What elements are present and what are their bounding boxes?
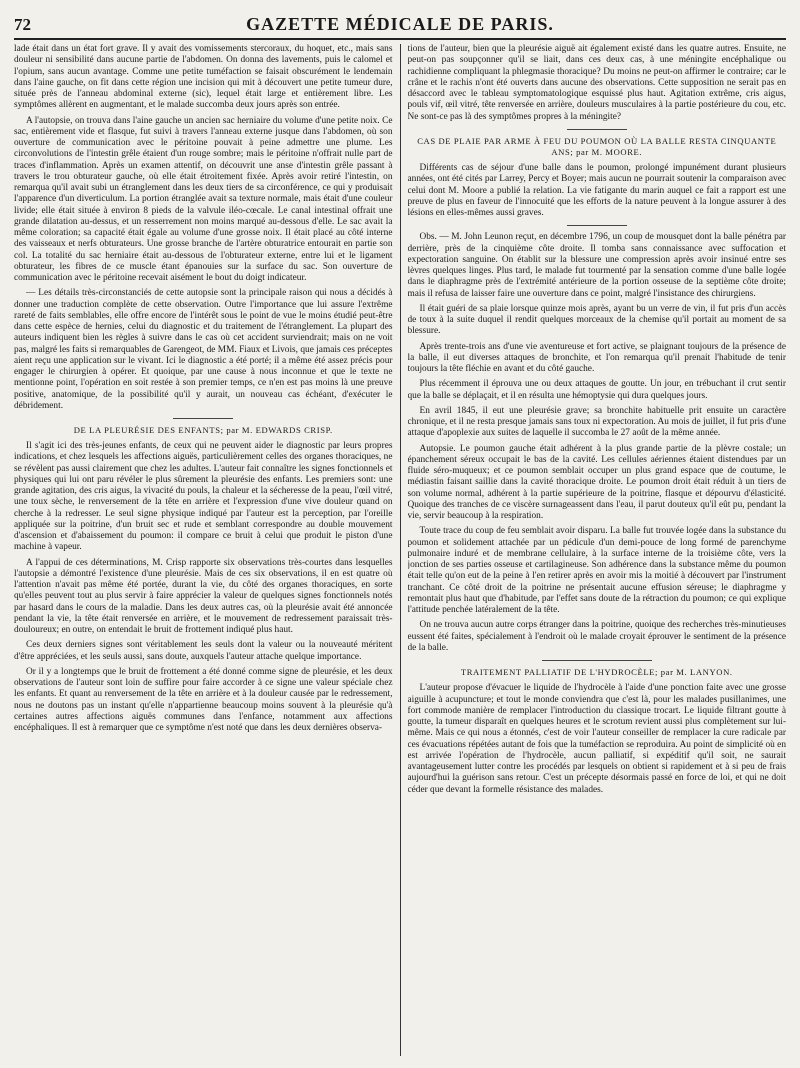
section-divider xyxy=(567,129,627,130)
paragraph: Il était guéri de sa plaie lorsque quinze mois après, ayant bu un verre de vin, il fut pris d'un accès de toux à la suite duquel il rendit quelques morceaux de la chemise qu'il portait au moment de sa blessure. xyxy=(407,303,786,337)
section-divider xyxy=(567,225,627,226)
paragraph: Ces deux derniers signes sont véritablement les seuls dont la valeur ou la nouveauté méritent d'être appréciées, et les seuls aussi, sans doute, auxquels l'auteur attache quelque importance. xyxy=(14,640,393,662)
running-head xyxy=(14,14,786,40)
left-column xyxy=(14,44,393,1056)
paragraph: Plus récemment il éprouva une ou deux attaques de goutte. Un jour, en trébuchant il crut sentir que la balle se déplaçait, et il en résulta une hémoptysie qui dura quelques jours. xyxy=(407,379,786,401)
paragraph: Toute trace du coup de feu semblait avoir disparu. La balle fut trouvée logée dans la substance du poumon et solidement attachée par un pédicule d'un demi-pouce de long formé de parenchyme pulmonaire induré et de membrane cellulaire, à la surface interne de la troisième côte, vers la jonction de ses parties osseuse et cartilagineuse. Son adhérence dans la substance même du poumon était telle qu'on eut de la peine à l'en retirer après en avoir mis la moitié à découvert par l'instrument tranchant. Ce côté droit de la poitrine ne présentait aucune effusion séreuse; le diaphragme y remontait plus haut que d'habitude, par l'effet sans doute de la rétraction du poumon; ce qui explique l'attitude penchée latéralement de la tête. xyxy=(407,526,786,616)
paragraph: On ne trouva aucun autre corps étranger dans la poitrine, quoique des recherches très-minutieuses eussent été faites, spécialement à l'endroit où le malade croyait éprouver le sentiment de la présence de la balle. xyxy=(407,620,786,653)
paragraph: Autopsie. Le poumon gauche était adhérent à la plus grande partie de la plèvre costale; un épanchement séreux occupait le bas de la cavité. Les cellules aériennes étaient distendues par un fluide séro-muqueux; et ce poumon semblait occuper un plus grand espace que de coutume, le médiastin faisant saillie dans la cavité thoracique droite. Le poumon droit était réduit à un tiers de son volume normal, adhérent à la partie supérieure de la poitrine, flasque et dépourvu d'élasticité. Quoique des tranches de ce viscère surnageassent dans l'eau, il parut douteux qu'il eût pu, pendant la vie, servir beaucoup à la respiration. xyxy=(407,443,786,522)
text-columns xyxy=(14,44,786,1056)
paragraph: Il s'agit ici des très-jeunes enfants, de ceux qui ne peuvent aider le diagnostic par leurs propres indications, et chez lesquels les affections aiguës, particulièrement celles des organes thoraciques, ne se révèlent pas aussi clairement que chez les adultes. L'auteur fait connaître les signes fonctionnels et physiques qui lui ont paru révéler le plus sûrement la pleurésie des enfants. Les premiers sont: une grande agitation, des cris aigus, la vivacité du pouls, la chaleur et la sécheresse de la peau, l'œil vitré, une toux sèche, le renversement de la tête en arrière et l'expression d'une vive douleur quand on cherche à la redresser. Le seul signe physique indiqué par l'auteur est la perception, par l'oreille appliquée sur la poitrine, d'un bruit sec et rude et semblant correspondre au double mouvement d'ascension et d'abaissement du poumon: il compare ce bruit à celui que produit le piston d'une machine à vapeur. xyxy=(14,441,393,553)
paragraph: Après trente-trois ans d'une vie aventureuse et fort active, se plaignant toujours de la présence de la balle, il eut diverses attaques de bronchite, et l'on remarqua qu'il prenait l'habitude de tenir toujours la tête fléchie en avant et du côté gauche. xyxy=(407,341,786,375)
paragraph: Or il y a longtemps que le bruit de frottement a été donné comme signe de pleurésie, et les deux observations de l'auteur sont loin de suffire pour faire accorder à ce signe une valeur spéciale chez les enfants. Et quant au renversement de la tête en arrière et à la douleur causée par le redressement, nous ne doutons pas un instant qu'elle n'appartienne beaucoup moins souvent à la pleurésie qu'à certaines autres affections aiguës communes dans l'enfance, notamment aux affections encéphaliques. Il est à remarquer que ce symptôme n'est noté que dans les deux dernières observa- xyxy=(14,666,393,734)
paragraph: A l'autopsie, on trouva dans l'aine gauche un ancien sac herniaire du volume d'une petite noix. Ce sac, entièrement vide et flasque, fut suivi à travers l'anneau externe jusque dans l'abdomen, où son ouverture de communication avec le péritoine pouvait à peine admettre une plume. Les circonvolutions de l'intestin grêle étaient d'un rouge sombre; mais le péritoine n'offrait nulle part de traces d'inflammation. Après un examen attentif, on découvrit une anse d'intestin grêle passant à travers le trou obturateur gauche, où elle était étroitement fixée. Après avoir retiré l'intestin, on remarqua qu'il avait subi un étranglement dans les deux tiers de sa circonférence, ce qui y produisait l'apparence d'un diverticulum. La portion étranglée avait sa texture normale, mais était d'une couleur livide; elle était située à environ 8 pieds de la valvule iléo-cœcale. Le canal intestinal offrait une grande dilatation au-dessus, et un resserrement non moins marqué au-dessous d'elle. Le sac avait la même coloration; sa capacité était égale au volume d'une grosse noix. Il était placé au côté interne des vaisseaux et nerfs obturateurs. Une grosse branche de l'artère obturatrice entourait en partie son col. La totalité du sac herniaire était au-dessous de l'obturateur externe, entre lui et le ligament obturateur, les fibres de ce muscle étant épanouies sur la surface du sac. Son ouverture de communication avec le péritoine recevait aisément le bout du doigt indicateur. xyxy=(14,115,393,283)
paragraph: En avril 1845, il eut une pleurésie grave; sa bronchite habituelle prit ensuite un caractère chronique, et il ne resta presque jamais sans toux ni expectoration. Au mois de juillet, il fut pris d'une attaque d'apoplexie aux suites de laquelle il succomba le 27 août de la même année. xyxy=(407,405,786,439)
paragraph: Obs. — M. John Leunon reçut, en décembre 1796, un coup de mousquet dont la balle pénétra par derrière, près de la cinquième côte droite. Il tomba sans connaissance avec suffocation et expectoration sanguine. On établit sur la blessure une compression après avoir insinué entre ses lèvres quelques linges. Plus tard, le malade fut tourmenté par la sensation comme d'une balle logée dans le diaphragme près de l'extrémité antérieure de la portion osseuse de la septième côte droite; mais il refusa de laisser faire une ouverture dans ce point, malgré l'insistance des chirurgiens. xyxy=(407,232,786,299)
section-divider xyxy=(542,660,652,661)
page-number: 72 xyxy=(14,15,31,34)
paragraph: — Les détails très-circonstanciés de cette autopsie sont la principale raison qui nous a décidés à donner une traduction complète de cette observation. Outre l'importance que lui assure l'extrême rareté de faits semblables, elle offre encore de l'intérêt sous le point de vue le moins étudié peut-être dans cette espèce de hernies, celui du diagnostic et du traitement de l'étranglement. La plupart des auteurs indiquent bien les règles à suivre dans le cas où cet accident surviendrait; mais on ne voit pas, malgré les faits si remarquables de Garengeot, de MM. Fiaux et Livois, que jamais ces préceptes aient reçu une application sur le vivant. Ici le diagnostic a été porté; il a même été assez précis pour engager le chirurgien à opérer. Et quoique, par une cause à nous inconnue et que le texte ne mentionne point, l'opération en soit restée à son premier temps, ce n'en est pas moins là une preuve positive, anatomique, de la possibilité qu'il y aurait, un nouveau cas échéant, d'exécuter le débridement. xyxy=(14,288,393,411)
section-divider xyxy=(173,418,233,419)
paragraph: tions de l'auteur, bien que la pleurésie aiguë ait également existé dans les quatre autres. Ensuite, ne peut-on pas soupçonner qu'il se liait, dans ces deux cas, à une méningite encéphalique ou rachidienne compliquant la phlegmasie thoracique? Du moins ne peut-on affirmer le contraire; car le crâne et le rachis n'ont été ouverts dans aucune des observations. Cette supposition ne serait pas en désaccord avec le tableau symptomatologique esquissé plus haut. Agitation extrême, cris aigus, pouls vif, œil vitré, tête renversée en arrière, douleurs musculaires à la partie postérieure du cou, etc. Ne sont-ce pas là des symptômes propres à la méningite? xyxy=(407,44,786,122)
paragraph: Différents cas de séjour d'une balle dans le poumon, prolongé impunément durant plusieurs années, ont été cités par Larrey, Percy et Boyer; mais aucun ne pourrait soutenir la comparaison avec celui dont M. Moore a publié la relation. La vie fatigante du marin auquel ce fait a rapport est une preuve de plus en faveur de l'innocuité que les efforts de la nature peuvent à la longue assurer à des lésions en elles-mêmes aussi graves. xyxy=(407,163,786,219)
journal-title: GAZETTE MÉDICALE DE PARIS. xyxy=(246,14,554,34)
section-title: CAS DE PLAIE PAR ARME À FEU DU POUMON OÙ LA BALLE RESTA CINQUANTE ANS; par M. MOORE. xyxy=(417,135,777,157)
section-title: DE LA PLEURÉSIE DES ENFANTS; par M. EDWARDS CRISP. xyxy=(73,425,333,435)
right-column xyxy=(408,44,787,1056)
section-title: TRAITEMENT PALLIATIF DE L'HYDROCÈLE; par M. LANYON. xyxy=(460,667,733,678)
paragraph: A l'appui de ces déterminations, M. Crisp rapporte six observations très-courtes dans lesquelles l'autopsie a démontré l'existence d'une pleurésie. Mais de ces six observations, il en est quatre où l'attention n'avait pas même été portée, durant la vie, du côté des organes thoraciques, en sorte qu'elles peuvent tout au plus servir à faire apprécier la valeur de quelques signes fonctionnels notés par hasard dans le cours de la maladie. Dans les deux autres cas, où la pleurésie avait été annoncée pendant la vie, la tête était renversée en arrière, et le mouvement de redressement paraissait très-douloureux; en outre, on entendait le bruit de frottement indiqué plus haut. xyxy=(14,557,393,636)
column-divider xyxy=(400,44,401,1056)
paragraph: L'auteur propose d'évacuer le liquide de l'hydrocèle à l'aide d'une ponction faite avec une grosse aiguille à acupuncture; et tout le monde conviendra que c'est là, pour les malades pusillanimes, une fort commode manière de remplacer l'introduction du classique trocart. Le liquide filtrant goutte à goutte, la tumeur disparaît en quelques heures et le scrotum revient aussi plus complètement sur lui-même. Mais ce qui nous a étonnés, c'est de voir l'auteur conseiller de remplacer la cure radicale par ces évacuations répétées autant de fois que la tuméfaction se reproduira. Au point de simplicité où en est arrivée l'opération de l'hydrocèle, aucun palliatif, si expéditif qu'il soit, ne saurait avantageusement lutter contre les procédés par lesquels on obtient si rapidement et à si peu de frais aujourd'hui la guérison sans retour. C'est un précepte désormais passé en force de loi, et qui ne doit céder que devant la formelle résistance des malades. xyxy=(407,683,786,795)
paragraph: lade était dans un état fort grave. Il y avait des vomissements stercoraux, du hoquet, etc., mais sans douleur ni sensibilité dans aucune partie de l'abdomen. On donna des lavements, puis le calomel et l'opium, sans aucun avantage. Comme une petite tuméfaction se faisait obscurément le lendemain dans l'aine gauche, on fit dans cette région une incision qui mit à découvert une petite tumeur dure, située près de l'anneau abdominal externe (sic), lequel était large et entièrement libre. Les symptômes allèrent en augmentant, et le malade succomba deux jours après son entrée. xyxy=(14,44,393,111)
